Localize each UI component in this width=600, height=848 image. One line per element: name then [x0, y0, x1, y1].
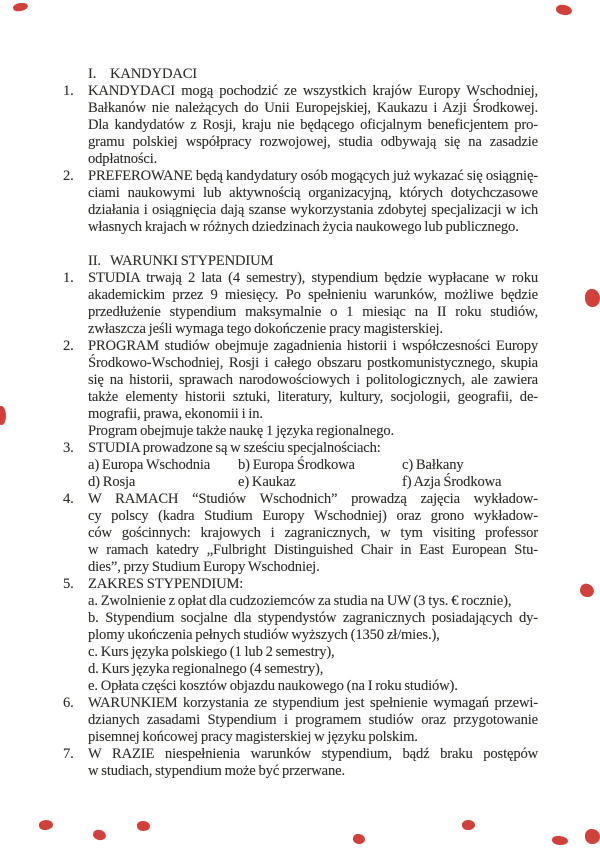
section-numeral: II.: [88, 253, 101, 269]
sub-item-a: [88, 593, 538, 610]
text-line: się na historii, sprawach narodowościowych i politologicznych, ale zawiera: [88, 372, 538, 388]
sub-item-d: [88, 661, 538, 678]
text-line: cy polscy (kadra Studium Europy Wschodniej) oraz grono wykładow-: [88, 508, 538, 524]
item-body: [88, 491, 538, 576]
item-number: 3.: [63, 440, 74, 456]
item-number: 6.: [63, 695, 74, 711]
item-number: 1.: [63, 83, 74, 99]
text-line: a. Zwolnienie z opłat dla cudzoziemców za studia na UW (3 tys. € rocznie),: [88, 593, 512, 609]
paragraph: [88, 695, 538, 746]
section-title: WARUNKI STYPENDIUM: [110, 253, 274, 269]
text-line: odpłatności.: [88, 151, 158, 167]
paragraph: [88, 491, 538, 576]
spec-cell-e: e) Kaukaz: [238, 474, 296, 490]
section-numeral: I.: [88, 66, 97, 82]
list-item-II-1: [63, 270, 538, 338]
text-line: W RAZIE niespełnienia warunków stypendium, bądź braku postępów: [88, 746, 538, 762]
text-line: dzianych zasadami Stypendium i programem studiów oraz przygotowanie: [88, 712, 538, 728]
list-item-II-4: [63, 491, 538, 576]
text-line: KANDYDACI mogą pochodzić ze wszystkich krajów Europy Wschodniej,: [88, 83, 538, 99]
item-body: [88, 695, 538, 746]
red-scan-mark: [353, 833, 366, 844]
text-line: Środkowo-Wschodniej, Rosji i całego obszaru postkomunistycznego, skupia: [88, 355, 538, 371]
text-line: STUDIA trwają 2 lata (4 semestry), stypendium będzie wypłacane w roku: [88, 270, 538, 286]
text-line: b. Stypendium socjalne dla stypendystów zagranicznych posiadających dy-: [88, 610, 538, 626]
spec-cell-a: a) Europa Wschodnia: [88, 457, 211, 473]
item-number: 5.: [63, 576, 74, 592]
text-line: ców gościnnych: krajowych i zagranicznych, w tym visiting professor: [88, 525, 538, 541]
text-line: STUDIA prowadzone są w sześciu specjalnościach:: [88, 440, 381, 456]
red-scan-mark: [38, 819, 53, 831]
sub-item-c: [88, 644, 538, 661]
item-number: 2.: [63, 168, 74, 184]
paragraph: [88, 746, 538, 780]
item-body: [88, 270, 538, 338]
text-line: Dla kandydatów z Rosji, kraju nie będącego oficjalnym beneficjentem pro-: [88, 117, 538, 133]
red-scan-mark: [0, 406, 6, 425]
section-heading-2: [88, 253, 538, 270]
spec-cell-b: b) Europa Środkowa: [238, 457, 355, 473]
text-line: akademickim przez 9 miesięcy. Po spełnieniu warunków, możliwe będzie: [88, 287, 538, 303]
text-line: własnych krajach w różnych dziedzinach życia naukowego lub publicznego.: [88, 219, 519, 235]
red-scan-mark: [12, 2, 28, 13]
list-item-II-2: [63, 338, 538, 440]
text-line: d. Kurs języka regionalnego (4 semestry),: [88, 661, 324, 677]
spec-cell-f: f) Azja Środkowa: [402, 474, 502, 490]
spec-cell-d: d) Rosja: [88, 474, 136, 490]
paragraph: [88, 338, 538, 423]
sub-item-e: [88, 678, 538, 695]
text-line: zwłaszcza jeśli wymaga tego dokończenie pracy magisterskiej.: [88, 321, 443, 337]
paragraph: [88, 270, 538, 338]
list-item-II-6: [63, 695, 538, 746]
item-number: 4.: [63, 491, 74, 507]
text-line: Program obejmuje także naukę 1 języka regionalnego.: [88, 423, 395, 439]
red-scan-mark: [578, 582, 595, 599]
item-body: [88, 83, 538, 168]
list-item-II-5: [63, 576, 538, 695]
item-number: 1.: [63, 270, 74, 286]
red-scan-mark: [462, 819, 476, 830]
list-item-I-1: [63, 83, 538, 168]
document-content: [63, 66, 538, 780]
section-title: KANDYDACI: [110, 66, 198, 82]
paragraph: [88, 423, 538, 440]
section-heading-1: [88, 66, 538, 83]
list-item-I-2: [63, 168, 538, 236]
text-line: e. Opłata części kosztów objazdu naukowego (na I roku studiów).: [88, 678, 458, 694]
red-scan-mark: [555, 4, 572, 16]
text-line: także elementy historii sztuki, literatury, kultury, socjologii, geografii, de-: [88, 389, 538, 405]
text-line: w studiach, stypendium może być przerwane.: [88, 763, 345, 779]
item-number: 7.: [63, 746, 74, 762]
red-scan-mark: [585, 829, 600, 844]
red-scan-mark: [552, 835, 569, 845]
zakres-header: [88, 576, 538, 593]
text-line: działania i osiągnięcia dają szanse wykorzystania zdobytej specjalizacji w ich: [88, 202, 538, 218]
list-item-II-3: [63, 440, 538, 491]
text-line: dies”, przy Studium Europy Wschodniej.: [88, 559, 320, 575]
text-line: W RAMACH “Studiów Wschodnich” prowadzą zajęcia wykładow-: [88, 491, 538, 507]
item-body: [88, 168, 538, 236]
text-line: pisemnej końcowej pracy magisterskiej w języku polskim.: [88, 729, 418, 745]
red-scan-mark: [92, 829, 107, 841]
text-line: ciami naukowymi lub aktywnością organizacyjną, których dotychczasowe: [88, 185, 538, 201]
paragraph: [88, 168, 538, 236]
paragraph: [88, 440, 538, 457]
item-number: 2.: [63, 338, 74, 354]
item-body: [88, 338, 538, 440]
paragraph: [88, 83, 538, 168]
text-line: c. Kurs języka polskiego (1 lub 2 semestry),: [88, 644, 335, 660]
text-line: w ramach katedry „Fulbright Distinguished Chair in East European Stu-: [88, 542, 538, 558]
sub-item-b: [88, 610, 538, 644]
red-scan-mark: [137, 821, 150, 831]
text-line: PREFEROWANE będą kandydatury osób mogących już wykazać się osiągnię-: [88, 168, 538, 184]
text-line: mografii, prawa, ekonomii i in.: [88, 406, 263, 422]
item-body: [88, 746, 538, 780]
text-line: ZAKRES STYPENDIUM:: [88, 576, 244, 592]
text-line: gramu polskiej współpracy rozwojowej, studia odbywają się na zasadzie: [88, 134, 538, 150]
spec-cell-c: c) Bałkany: [402, 457, 464, 473]
text-line: przedłużenie stypendium maksymalnie o 1 miesiąc na II roku studiów,: [88, 304, 538, 320]
text-line: PROGRAM studiów obejmuje zagadnienia historii i współczesności Europy: [88, 338, 538, 354]
text-line: Bałkanów nie należących do Unii Europejskiej, Kaukazu i Azji Środkowej.: [88, 100, 538, 116]
text-line: plomy ukończenia pełnych studiów wyższych (1350 zł/mies.),: [88, 627, 440, 643]
item-body: [88, 576, 538, 695]
red-scan-mark: [585, 289, 600, 307]
specializations-table: [88, 457, 538, 491]
list-item-II-7: [63, 746, 538, 780]
item-body: [88, 440, 538, 491]
text-line: WARUNKIEM korzystania ze stypendium jest spełnienie wymagań przewi-: [88, 695, 538, 711]
